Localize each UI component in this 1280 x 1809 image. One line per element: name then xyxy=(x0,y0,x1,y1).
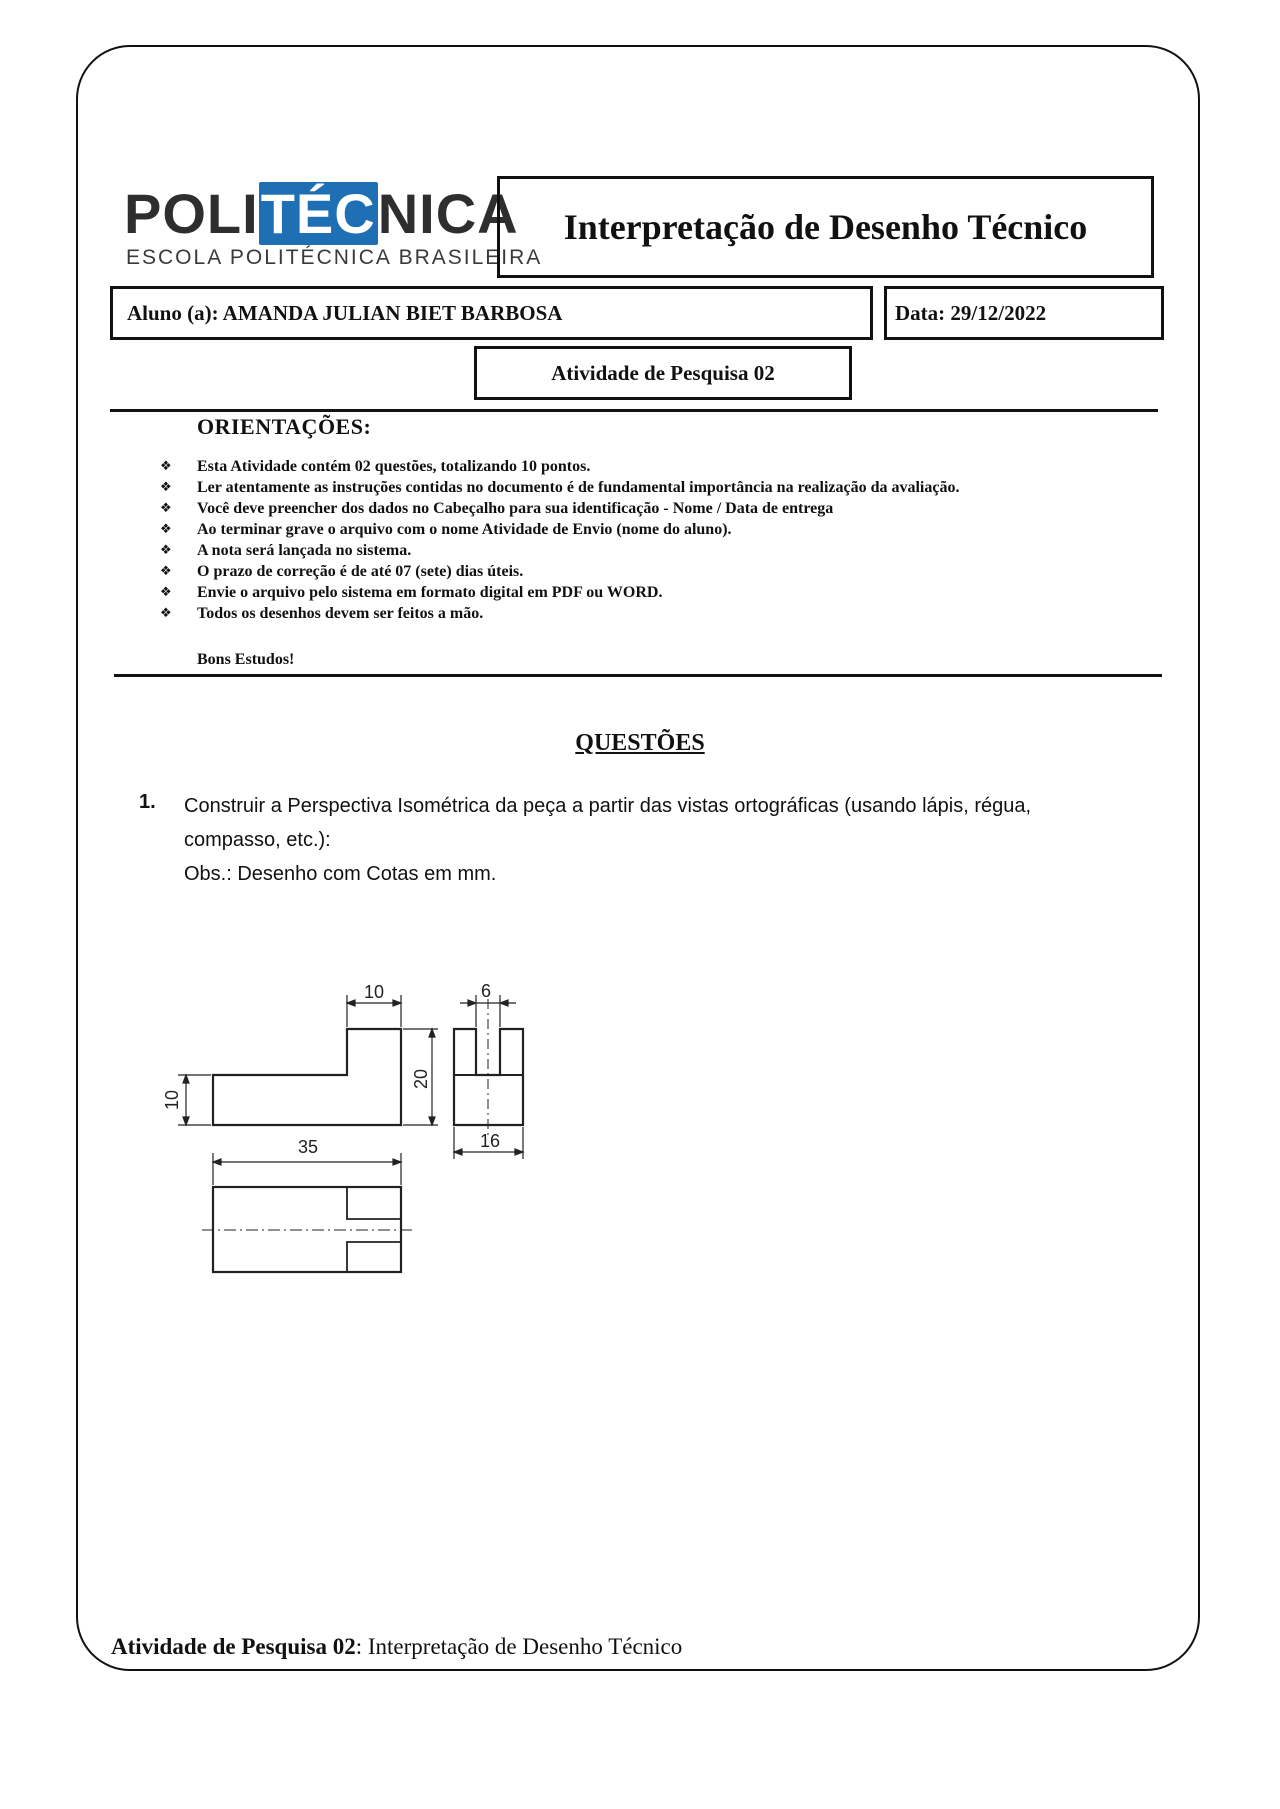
footer-bold: Atividade de Pesquisa 02 xyxy=(111,1634,356,1659)
guideline-text: Ler atentamente as instruções contidas no documento é de fundamental importância na realização da avaliação. xyxy=(197,479,960,496)
dimension-height-base xyxy=(178,1075,211,1125)
logo-wordmark xyxy=(124,182,519,245)
divider-top xyxy=(110,409,1158,412)
question-note: Obs.: Desenho com Cotas em mm. xyxy=(184,863,497,885)
logo-word-part: POLI xyxy=(124,182,259,245)
divider-bottom xyxy=(114,674,1162,677)
guideline-item xyxy=(160,477,1120,498)
question-text xyxy=(184,789,1124,891)
logo-tagline: ESCOLA POLITÉCNICA BRASILEIRA xyxy=(126,246,543,269)
guideline-item xyxy=(160,561,1120,582)
orthographic-views-drawing xyxy=(150,955,570,1295)
front-view xyxy=(213,1029,401,1125)
student-name-field: Aluno (a): AMANDA JULIAN BIET BARBOSA xyxy=(110,286,873,340)
dimension-length xyxy=(213,1153,401,1185)
diamond-bullet-icon: ❖ xyxy=(160,585,172,600)
diamond-bullet-icon: ❖ xyxy=(160,606,172,621)
footer-text: : Interpretação de Desenho Técnico xyxy=(355,1634,683,1659)
guideline-text: A nota será lançada no sistema. xyxy=(197,542,412,559)
guideline-item xyxy=(160,603,1120,624)
diamond-bullet-icon: ❖ xyxy=(160,564,172,579)
guideline-item xyxy=(160,582,1120,603)
diamond-bullet-icon: ❖ xyxy=(160,522,172,537)
guideline-item xyxy=(160,498,1120,519)
guideline-item xyxy=(160,519,1120,540)
logo-word-part: NICA xyxy=(377,182,519,245)
guidelines-list xyxy=(160,456,1120,624)
guidelines-heading: ORIENTAÇÕES: xyxy=(197,414,372,439)
closing-note: Bons Estudos! xyxy=(197,651,295,668)
dimension-label: 10 xyxy=(363,982,385,1002)
guideline-text: O prazo de correção é de até 07 (sete) dias úteis. xyxy=(197,563,524,580)
diamond-bullet-icon: ❖ xyxy=(160,480,172,495)
diamond-bullet-icon: ❖ xyxy=(160,459,172,474)
question-number: 1. xyxy=(139,791,156,813)
dimension-label: 10 xyxy=(162,1089,182,1111)
dimension-label: 35 xyxy=(297,1137,319,1157)
question-statement: Construir a Perspectiva Isométrica da peça a partir das vistas ortográficas (usando lápis, régua, compasso, etc.): xyxy=(184,795,1032,851)
activity-title: Atividade de Pesquisa 02 xyxy=(474,346,852,400)
side-view xyxy=(454,999,523,1137)
questions-heading: QUESTÕES xyxy=(575,730,705,756)
guideline-item xyxy=(160,456,1120,477)
diamond-bullet-icon: ❖ xyxy=(160,501,172,516)
date-field: Data: 29/12/2022 xyxy=(884,286,1164,340)
guideline-text: Você deve preencher dos dados no Cabeçalho para sua identificação - Nome / Data de entrega xyxy=(197,500,834,517)
guideline-text: Todos os desenhos devem ser feitos a mão. xyxy=(197,605,484,622)
top-view xyxy=(202,1187,414,1272)
politecnica-logo xyxy=(124,182,543,272)
dimension-label: 16 xyxy=(479,1131,501,1151)
guideline-text: Esta Atividade contém 02 questões, totalizando 10 pontos. xyxy=(197,458,591,475)
guideline-item xyxy=(160,540,1120,561)
dimension-label: 20 xyxy=(411,1068,431,1090)
logo-word-highlight: TÉC xyxy=(260,182,376,245)
diamond-bullet-icon: ❖ xyxy=(160,543,172,558)
guideline-text: Ao terminar grave o arquivo com o nome Atividade de Envio (nome do aluno). xyxy=(197,521,732,538)
document-title: Interpretação de Desenho Técnico xyxy=(497,176,1154,278)
footer xyxy=(111,1634,682,1660)
dimension-label: 6 xyxy=(480,981,492,1001)
guideline-text: Envie o arquivo pelo sistema em formato digital em PDF ou WORD. xyxy=(197,584,663,601)
